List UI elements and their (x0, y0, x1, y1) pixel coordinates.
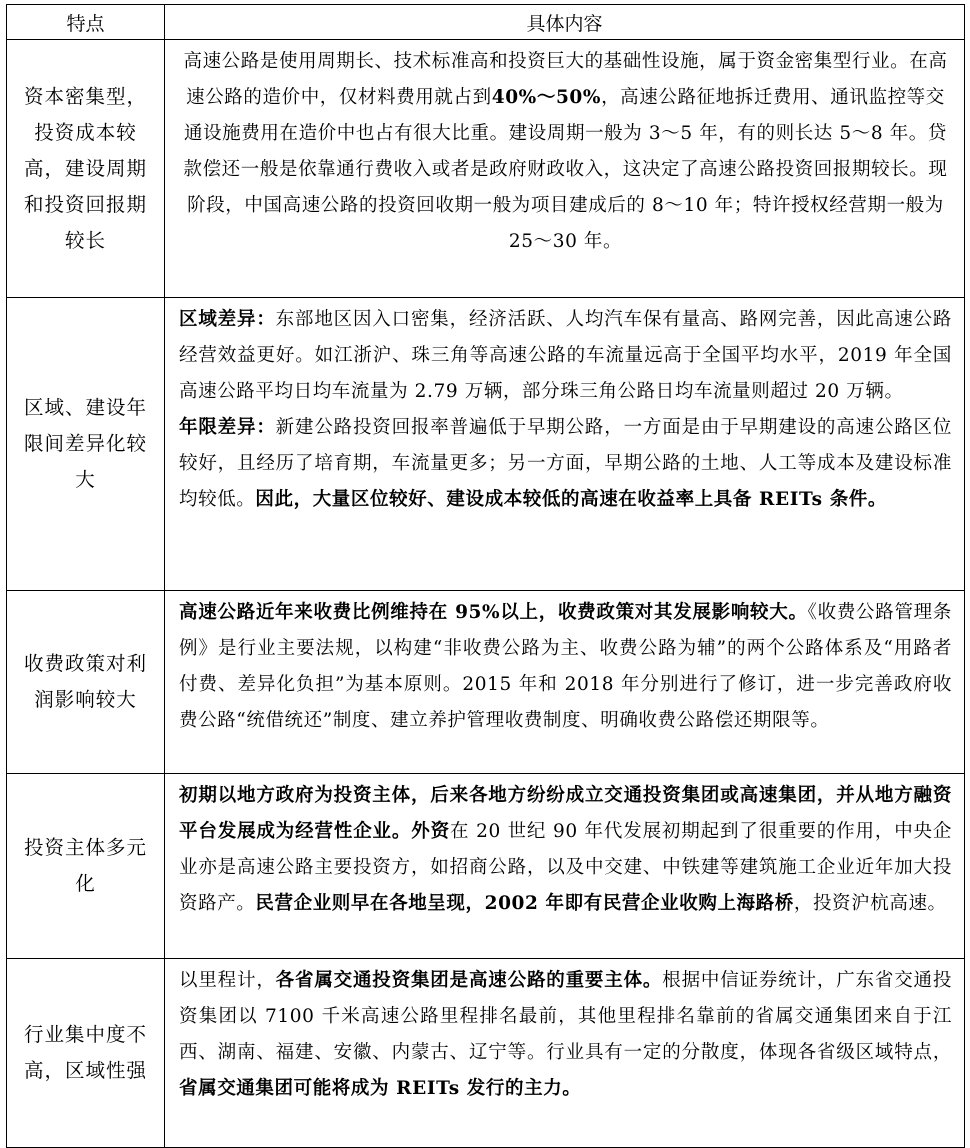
detail-text: 以里程计， (179, 970, 276, 991)
detail-paragraph (179, 44, 952, 260)
detail-paragraph (179, 778, 952, 922)
detail-text: 东部地区因入口密集，经济活跃、人均汽车保有量高、路网完善，因此高速公路经营效益更好。如江浙沪、珠三角等高速公路的车流量远高于全国平均水平，2019 年全国高速公路平均日均车流量为 2.79 万辆，部分珠三角公路日均车流量则超过 20 万辆。 (179, 309, 952, 402)
feature-cell: 投资主体多元化 (7, 774, 165, 959)
table-row (7, 774, 965, 959)
detail-label: 年限差异： (179, 417, 276, 438)
detail-bold: 省属交通集团可能将成为 REITs 发行的主力。 (179, 1078, 582, 1099)
detail-bold: 因此，大量区位较好、建设成本较低的高速在收益率上具备 REITs 条件。 (255, 489, 888, 510)
detail-text: 根据中信证券统计，广东省交通投资集团以 7100 千米高速公路里程排名最前，其他里程排名靠前的省属交通集团来自于江西、湖南、福建、安徽、内蒙古、辽宁等。行业具有一定的分散度，体现各省级区域特点， (179, 970, 952, 1063)
detail-label: 区域差异： (179, 309, 276, 330)
header-feature: 特点 (7, 5, 165, 40)
detail-paragraph (179, 595, 952, 739)
detail-text: 新建公路投资回报率普遍低于早期公路，一方面是由于早期建设的高速公路区位较好，且经历了培育期，车流量更多；另一方面，早期公路的土地、人工等成本及建设标准均较低。 (179, 417, 952, 510)
detail-bold: 民营企业则早在各地呈现，2002 年即有民营企业收购上海路桥 (255, 893, 794, 914)
detail-paragraph (179, 302, 952, 410)
detail-text: ，投资沪杭高速。 (793, 893, 947, 914)
table-row (7, 40, 965, 298)
detail-cell (165, 774, 965, 959)
features-table (6, 4, 965, 1148)
detail-paragraph (179, 963, 952, 1107)
detail-cell (165, 40, 965, 298)
table-row (7, 298, 965, 591)
detail-bold: 初期以地方政府为投资主体，后来各地方纷纷成立交通投资集团或高速集团，并从地方融资平台发展成为经营性企业。外资 (179, 785, 952, 842)
detail-bold: 各省属交通投资集团是高速公路的重要主体。 (275, 970, 663, 991)
feature-cell: 资本密集型，投资成本较高，建设周期和投资回报期较长 (7, 40, 165, 298)
feature-cell: 区域、建设年限间差异化较大 (7, 298, 165, 591)
detail-text: 在 20 世纪 90 年代发展初期起到了很重要的作用，中央企业亦是高速公路主要投资方，如招商公路，以及中交建、中铁建等建筑施工企业近年加大投资路产。 (179, 821, 953, 914)
detail-text: 高速公路是使用周期长、技术标准高和投资巨大的基础性设施，属于资金密集型行业。在高速公路的造价中，仅材料费用就占到 (183, 51, 948, 108)
feature-cell: 收费政策对利润影响较大 (7, 591, 165, 774)
detail-paragraph (179, 410, 952, 518)
detail-text: 《收费公路管理条例》是行业主要法规，以构建“非收费公路为主、收费公路为辅”的两个公路体系及“用路者付费、差异化负担”为基本原则。2015 年和 2018 年分别进行了修订，进一步完善政府收费公路“统借统还”制度、建立养护管理收费制度、明确收费公路偿还期限等。 (179, 602, 952, 731)
detail-text: ，高速公路征地拆迁费用、通讯监控等交通设施费用在造价中也占有很大比重。建设周期一般为 3～5 年，有的则长达 5～8 年。贷款偿还一般是依靠通行费收入或者是政府财政收入，这决定了高速公路投资回报期较长。现阶段，中国高速公路的投资回收期一般为项目建成后的 8～10 年；特许授权经营期一般为 25～30 年。 (183, 87, 948, 252)
document-page (6, 4, 964, 1148)
table-header-row (7, 5, 965, 40)
detail-bold: 高速公路近年来收费比例维持在 95%以上，收费政策对其发展影响较大。 (179, 602, 808, 623)
header-detail: 具体内容 (165, 5, 965, 40)
detail-bold: 40%～50% (491, 87, 602, 108)
feature-cell: 行业集中度不高，区域性强 (7, 959, 165, 1148)
table-row (7, 591, 965, 774)
table-row (7, 959, 965, 1148)
detail-cell (165, 298, 965, 591)
detail-cell (165, 959, 965, 1148)
detail-cell (165, 591, 965, 774)
